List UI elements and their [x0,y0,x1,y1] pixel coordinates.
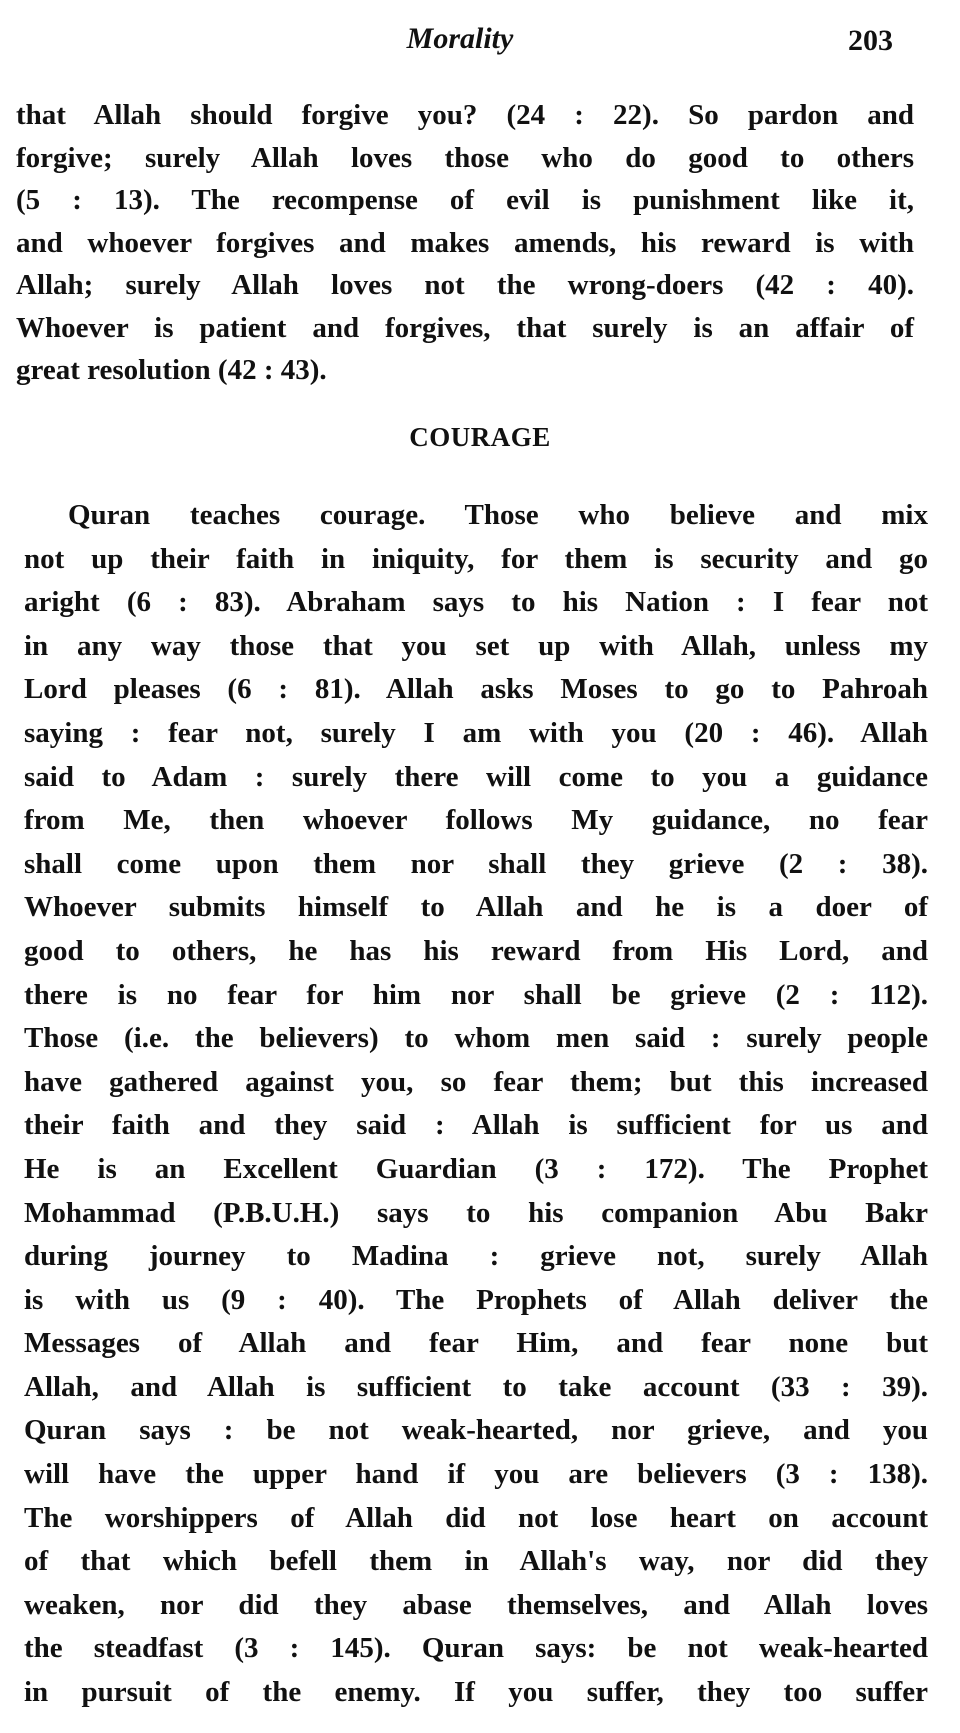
text-line: Whoever is patient and forgives, that surely is an affair of [16,311,914,344]
text-line: Lord pleases (6 : 81). Allah asks Moses to go to Pahroah [24,673,928,706]
text-line: saying : fear not, surely I am with you (20 : 46). Allah [24,716,928,749]
text-line: said to Adam : surely there will come to you a guidance [24,760,928,793]
paragraph-courage [24,494,928,1715]
text-line: Messages of Allah and fear Him, and fear none but [24,1327,928,1360]
text-line: great resolution (42 : 43). [16,354,327,386]
text-line: forgive; surely Allah loves those who do good to others [16,141,914,174]
text-line: Mohammad (P.B.U.H.) says to his companion Abu Bakr [24,1196,928,1229]
text-line: The worshippers of Allah did not lose heart on account [24,1501,928,1534]
text-line: there is no fear for him nor shall be grieve (2 : 112). [24,978,928,1011]
text-line: in pursuit of the enemy. If you suffer, they too suffer [24,1676,928,1709]
text-line: weaken, nor did they abase themselves, and Allah loves [24,1588,928,1621]
text-line: and whoever forgives and makes amends, his reward is with [16,226,914,259]
page-number: 203 [848,24,893,57]
running-title: Morality [406,22,514,55]
text-line: (5 : 13). The recompense of evil is punishment like it, [16,184,914,216]
text-line: will have the upper hand if you are believers (3 : 138). [24,1458,928,1491]
text-line: Quran says : be not weak-hearted, nor grieve, and you [24,1414,928,1447]
text-line: good to others, he has his reward from His Lord, and [24,934,928,967]
text-line: in any way those that you set up with Allah, unless my [24,629,928,662]
text-line: of that which befell them in Allah's way, nor did they [24,1545,928,1578]
text-line: the steadfast (3 : 145). Quran says: be not weak-hearted [24,1632,928,1665]
text-line: during journey to Madina : grieve not, surely Allah [24,1240,928,1273]
text-line: from Me, then whoever follows My guidance, no fear [24,804,928,837]
text-line: shall come upon them nor shall they grieve (2 : 38). [24,847,928,880]
text-line: have gathered against you, so fear them; but this increased [24,1065,928,1098]
paragraph-forgiveness [16,94,914,392]
section-heading: COURAGE [409,422,551,452]
text-line: not up their faith in iniquity, for them is security and go [24,542,928,575]
text-line: He is an Excellent Guardian (3 : 172). The Prophet [24,1152,928,1185]
text-line: Allah; surely Allah loves not the wrong-doers (42 : 40). [16,269,914,301]
text-line: aright (6 : 83). Abraham says to his Nation : I fear not [24,586,928,619]
text-line: is with us (9 : 40). The Prophets of Allah deliver the [24,1283,928,1316]
text-line: that Allah should forgive you? (24 : 22). So pardon and [16,99,914,131]
text-line: Those (i.e. the believers) to whom men said : surely people [24,1022,928,1055]
text-line: Whoever submits himself to Allah and he is a doer of [24,891,928,924]
text-line: Allah, and Allah is sufficient to take account (33 : 39). [24,1370,928,1403]
text-line: Quran teaches courage. Those who believe and mix [68,499,928,531]
text-line: their faith and they said : Allah is sufficient for us and [24,1109,928,1142]
